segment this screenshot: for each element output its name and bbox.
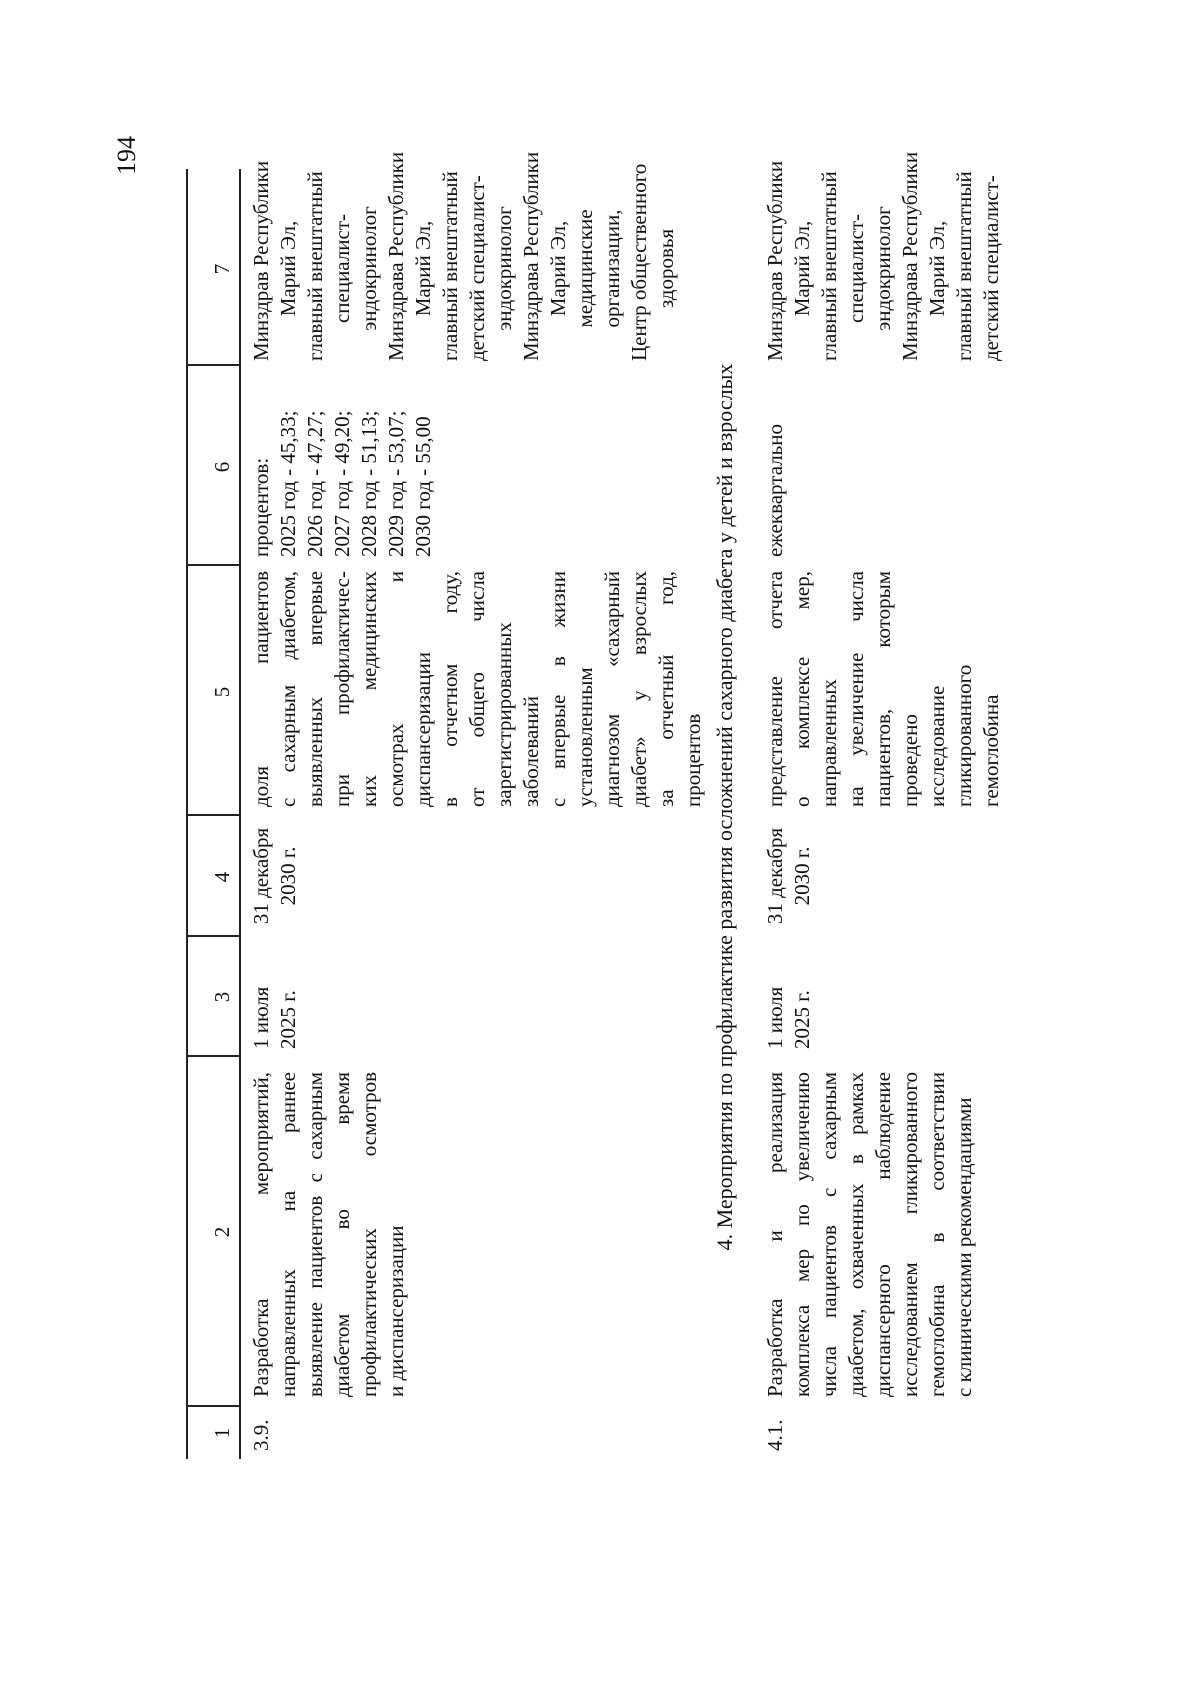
row-indicator: доля пациентов с сахарным диабетом, выявленных впервые при профилактичес- ких медицинских осмотрах и диспансеризации в отчетном году, от общего числа зарегистрированных заболеваний с впервые в жизни установленным диагнозом «сахарный диабет» у взрослых за отчетный год, процентов (249, 571, 705, 807)
col-sep (186, 365, 240, 367)
header-col-5: 5 (210, 686, 234, 698)
header-col-1: 1 (210, 1427, 234, 1439)
col-sep (186, 936, 240, 938)
header-col-3: 3 (210, 991, 234, 1003)
row-start-date: 1 июля 2025 г. (763, 986, 814, 1049)
page-number: 194 (112, 136, 141, 175)
col-sep (186, 815, 240, 817)
row-activity: Разработка и реализация комплекса мер по увеличению числа пациентов с сахарным диабетом, охваченных в рамках диспансерного наблюдение исследованием гликированного гемоглобина в соответствии с клиническими рекомендациями (763, 1072, 976, 1397)
row-target-values: процентов: 2025 год - 45,33; 2026 год - 47,27; 2027 год - 49,20; 2028 год - 51,13; 2029 год - 53,07; 2030 год - 55,00 (249, 410, 435, 557)
col-sep (186, 1406, 240, 1408)
header-col-2: 2 (210, 1226, 234, 1238)
row-responsible: Минздрав Республики Марий Эл, главный внештатный специалист- эндокринолог Минздрава Республики Марий Эл, главный внештатный детский специалист- эндокринолог Минздрава Республики Марий Эл, медицинские организации, Центр общественного здоровья (249, 151, 678, 361)
row-number: 3.9. (249, 1419, 273, 1451)
row-start-date: 1 июля 2025 г. (249, 986, 300, 1049)
row-end-date: 31 декабря 2030 г. (763, 827, 814, 925)
row-activity: Разработка мероприятий, направленных на раннее выявление пациентов с сахарным диабетом во время профилактических осмотров и диспансеризации (249, 1072, 408, 1397)
col-sep (186, 565, 240, 567)
header-col-4: 4 (210, 871, 234, 883)
header-col-7: 7 (210, 263, 234, 275)
row-end-date: 31 декабря 2030 г. (249, 827, 300, 925)
section-title: 4. Мероприятия по профилактике развития осложнений сахарного диабета у детей и взрослых (712, 363, 737, 1251)
row-responsible: Минздрав Республики Марий Эл, главный внештатный специалист- эндокринолог Минздрава Республики Марий Эл, главный внештатный детский специалист- (763, 151, 1003, 361)
col-sep (186, 1056, 240, 1058)
row-frequency: ежеквартально (763, 424, 787, 557)
row-number: 4.1. (763, 1419, 787, 1451)
row-indicator: представление отчета о комплексе мер, направленных на увеличение числа пациентов, которым проведено исследование гликированного гемоглобина (763, 571, 1003, 807)
header-col-6: 6 (210, 461, 234, 473)
